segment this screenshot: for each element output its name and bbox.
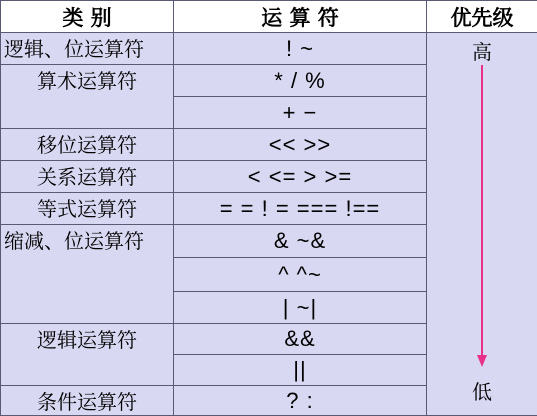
operator-cell: = = ! = === !== xyxy=(174,193,427,225)
operator-cell: & ~& xyxy=(174,225,427,258)
category-conditional: 条件运算符 xyxy=(1,386,174,416)
header-row xyxy=(1,1,537,33)
header-category: 类 别 xyxy=(1,1,174,33)
operator-cell: << >> xyxy=(174,129,427,161)
category-logic-bitwise: 逻辑、位运算符 xyxy=(1,33,174,65)
category-shift: 移位运算符 xyxy=(1,129,174,161)
operator-cell: | ~| xyxy=(174,292,427,324)
priority-arrow-icon xyxy=(427,33,537,412)
operator-cell: || xyxy=(174,355,427,386)
priority-arrow-head xyxy=(477,355,487,367)
header-priority: 优先级 xyxy=(427,1,537,33)
operator-cell: < <= > >= xyxy=(174,161,427,193)
operator-cell: && xyxy=(174,324,427,355)
operator-cell: * / % xyxy=(174,65,427,97)
priority-low-label: 低 xyxy=(427,376,537,405)
operator-cell: ! ~ xyxy=(174,33,427,65)
header-operators: 运 算 符 xyxy=(174,1,427,33)
table-row xyxy=(1,33,537,65)
priority-high-label: 高 xyxy=(427,36,537,65)
category-equality: 等式运算符 xyxy=(1,193,174,225)
category-relational: 关系运算符 xyxy=(1,161,174,193)
operator-cell: ? : xyxy=(174,386,427,416)
category-logical: 逻辑运算符 xyxy=(1,324,174,386)
operator-cell: ^ ^~ xyxy=(174,258,427,292)
category-reduction-bitwise: 缩减、位运算符 xyxy=(1,225,174,324)
operator-cell: + − xyxy=(174,97,427,129)
category-arithmetic: 算术运算符 xyxy=(1,65,174,129)
priority-column xyxy=(427,33,537,416)
